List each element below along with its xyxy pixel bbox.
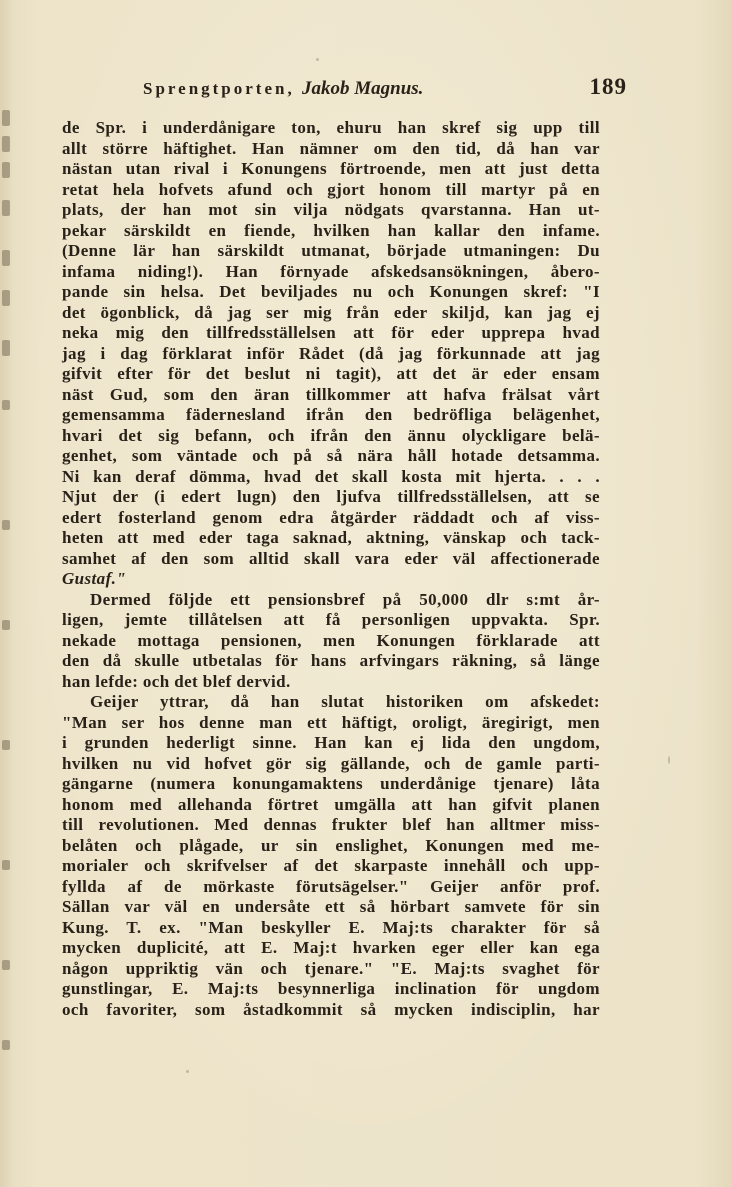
left-margin-bleedthrough <box>0 100 14 1100</box>
text-line: ligen, jemte tillåtelsen att få personligen uppvakta. Spr. <box>62 610 600 629</box>
text-line: Dermed följde ett pensionsbref på 50,000 dlr s:mt år- <box>90 589 600 609</box>
text-line: Sällan var väl en undersåte ett så hörbart samvete för sin <box>62 897 600 916</box>
text-line: de Spr. i underdånigare ton, ehuru han skref sig upp till <box>62 118 600 137</box>
text-line: pekar särskildt en fiende, hvilken han kallar den infame. <box>62 220 600 240</box>
text-line: gunstlingar, E. Maj:ts besynnerliga inclination för ungdom <box>62 979 600 998</box>
running-title-italic: Jakob Magnus. <box>301 78 424 99</box>
text-line: i grunden hederligt sinne. Han kan ej lida den ungdom, <box>62 733 600 752</box>
text-line: mycken duplicité, att E. Maj:t hvarken eger eller kan ega <box>62 938 600 957</box>
text-line: Geijer yttrar, då han slutat historiken om afskedet: <box>90 692 600 711</box>
text-line: näst Gud, som den äran tillkommer att hafva frälsat vårt <box>62 384 600 404</box>
text-line: hvilken nu vid hofvet gör sig gällande, och de gamle parti- <box>62 753 600 773</box>
text-line: honom med allehanda förtret umgälla att han gifvit planen <box>62 794 600 814</box>
text-line: Kung. T. ex. "Man beskyller E. Maj:ts charakter för så <box>62 917 600 937</box>
text-line: det ögonblick, då jag ser mig från eder skiljd, kan jag ej <box>62 302 600 322</box>
text-line: "Man ser hos denne man ett häftigt, oroligt, äregirigt, men <box>62 712 600 732</box>
text-line: den då skulle utbetalas för hans arfvingars räkning, så länge <box>62 651 600 670</box>
text-line: plats, der han mot sin vilja nödgats qvarstanna. Han ut- <box>62 200 600 219</box>
text-line: morialer och skrifvelser af det skarpaste innehåll och upp- <box>62 856 600 875</box>
text-line: någon uppriktig vän och tjenare." "E. Maj:ts svaghet för <box>62 958 600 978</box>
text-line: Gustaf." <box>62 569 127 588</box>
running-title <box>143 78 423 100</box>
page-header <box>95 74 627 108</box>
text-line: han lefde: och det blef dervid. <box>62 671 291 691</box>
body-text <box>62 118 600 1020</box>
text-line: samhet af den som alltid skall vara eder väl affectionerade <box>62 548 600 568</box>
text-line: nästan utan rival i Konungens förtroende, men att just detta <box>62 159 600 178</box>
paper-speck <box>316 58 319 61</box>
text-line: gifvit efter för det beslut ni tagit), att det är eder ensam <box>62 364 600 383</box>
text-line: Njut der (i edert lugn) den ljufva tillfredsställelsen, att se <box>62 487 600 506</box>
text-line: pande sin helsa. Det beviljades nu och Konungen skref: "I <box>62 282 600 301</box>
paper-speck <box>668 756 670 764</box>
text-line: och favoriter, som åstadkommit så mycken indisciplin, har <box>62 999 600 1019</box>
text-line: neka mig den tillfredsställelsen att för eder upprepa hvad <box>62 323 600 342</box>
page-number: 189 <box>589 74 627 99</box>
text-line: fyllda af de mörkaste förutsägelser." Geijer anför prof. <box>62 876 600 896</box>
text-line: edert fosterland genom edra åtgärder räddadt och af viss- <box>62 507 600 527</box>
text-line: jag i dag förklarat inför Rådet (då jag förkunnade att jag <box>62 343 600 363</box>
text-line: gemensamma fädernesland ifrån den bedröfliga belägenhet, <box>62 405 600 424</box>
text-line: (Denne lär han särskildt utmanat, började utmaningen: Du <box>62 241 600 260</box>
text-line: gängarne (numera konungamaktens underdånige tjenare) låta <box>62 774 600 793</box>
text-line: till revolutionen. Med dennas frukter blef han alltmer miss- <box>62 815 600 834</box>
text-line: Ni kan deraf dömma, hvad det skall kosta mit hjerta. . . . <box>62 466 600 486</box>
running-title-name: Sprengtporten, <box>143 79 295 98</box>
text-line: belåten och plågade, ur sin enslighet, Konungen med me- <box>62 835 600 855</box>
text-line: retat hela hofvets afund och gjort honom till martyr på en <box>62 179 600 199</box>
paper-speck <box>186 1070 189 1073</box>
text-line: infama niding!). Han förnyade afskedsansökningen, åbero- <box>62 261 600 281</box>
text-line: genhet, som väntade och på så nära håll hotade detsamma. <box>62 446 600 465</box>
text-line: allt större häftighet. Han nämner om den tid, då han var <box>62 138 600 158</box>
text-line: nekade mottaga pensionen, men Konungen förklarade att <box>62 630 600 650</box>
text-line: heten att med eder taga saknad, aktning, vänskap och tack- <box>62 528 600 547</box>
text-line: hvari det sig befann, och ifrån den ännu olyckligare belä- <box>62 425 600 445</box>
